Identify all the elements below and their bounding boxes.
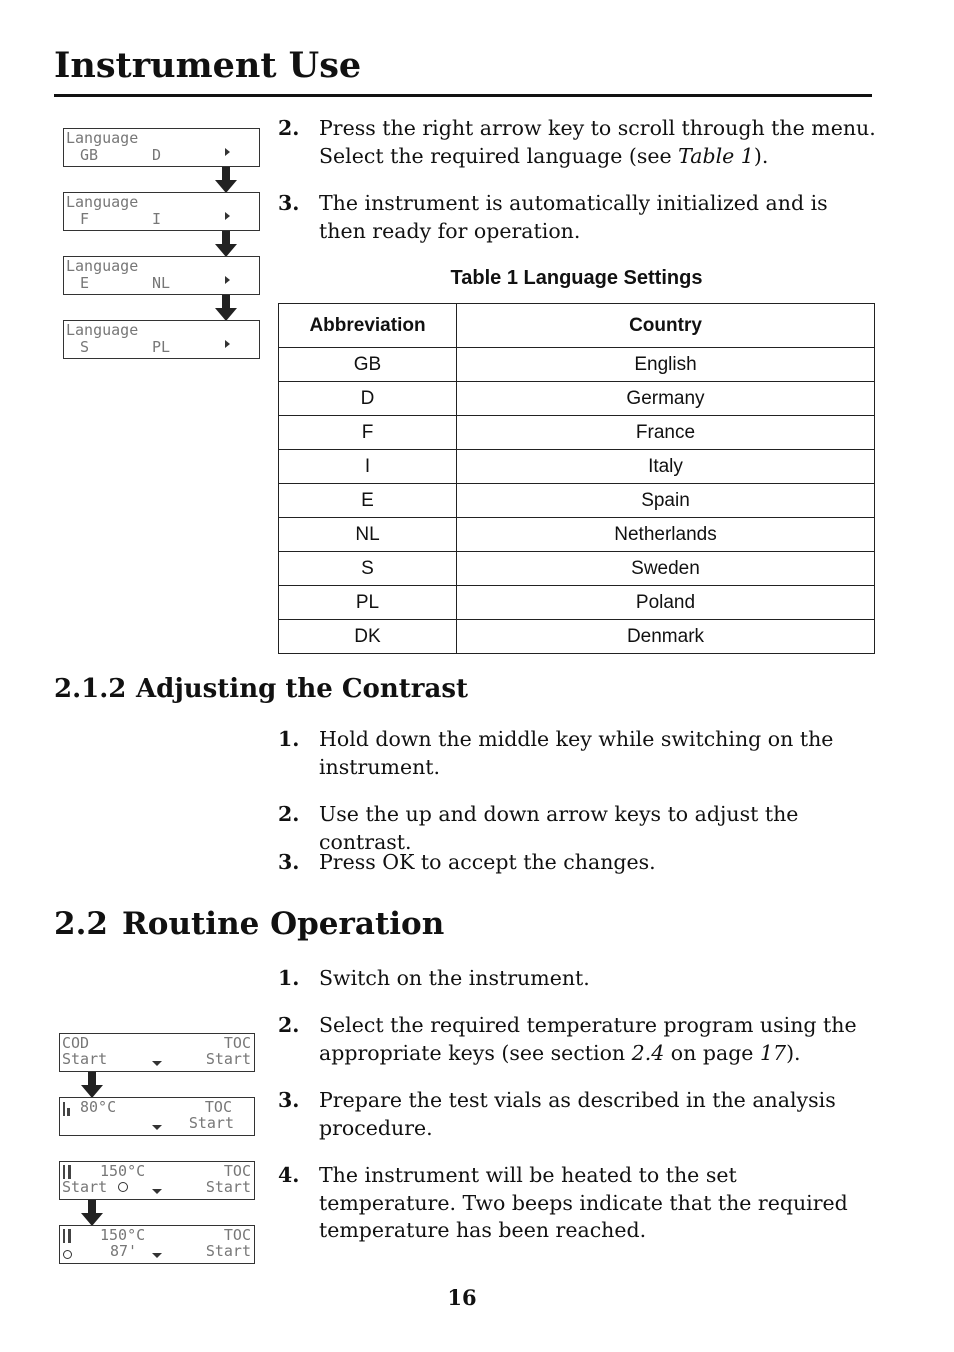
column-header: Country (457, 304, 875, 348)
section-number: 2.1.2 (54, 674, 127, 704)
step-text: Hold down the middle key while switching on the instrument. (319, 727, 834, 779)
table-cell: Italy (457, 450, 875, 484)
lcd-bottom-right: Start (205, 1242, 251, 1260)
table-row (279, 586, 875, 620)
lcd-display (63, 256, 260, 295)
table-cell: NL (279, 518, 457, 552)
step-text: Prepare the test vials as described in the analysis procedure. (319, 1088, 836, 1140)
list-item (278, 849, 878, 879)
table-cell: S (279, 552, 457, 586)
lcd-display (59, 1161, 255, 1200)
right-arrow-icon (225, 276, 230, 284)
lcd-display (63, 320, 260, 359)
table-caption: Table 1 Language Settings (450, 267, 703, 289)
step-text: Switch on the instrument. (319, 966, 590, 990)
lcd-top-right: TOC (204, 1098, 232, 1116)
lcd-line1: Language (66, 257, 139, 275)
section-reference: 2.4 (631, 1040, 665, 1065)
column-header: Abbreviation (279, 304, 457, 348)
lcd-line1: Language (66, 321, 139, 339)
lcd-bottom-right: Start (205, 1178, 251, 1196)
list-item (278, 1162, 878, 1246)
lcd-top-right: TOC (223, 1226, 251, 1244)
page-number: 16 (447, 1285, 477, 1310)
step-number: 3. (278, 191, 300, 215)
lcd-bottom-right: Start (188, 1114, 234, 1132)
lcd-bottom-left: Start (62, 1178, 108, 1196)
lcd-line1: Language (66, 193, 139, 211)
step-number: 3. (278, 1088, 300, 1112)
table-cell: Denmark (457, 620, 875, 654)
lcd-left-value: E (80, 274, 90, 292)
list-item (278, 1012, 878, 1068)
list-item (278, 115, 878, 171)
lcd-top-left: COD (62, 1034, 90, 1052)
lcd-display (59, 1033, 255, 1072)
table-row (279, 518, 875, 552)
lcd-top-left: 80°C (80, 1098, 117, 1116)
page-reference: 17 (759, 1040, 787, 1065)
step-number: 3. (278, 850, 300, 874)
table-row (279, 416, 875, 450)
title-rule (54, 94, 872, 97)
down-triangle-icon (152, 1253, 162, 1258)
down-arrow-icon (81, 1200, 103, 1226)
lcd-top-left: 150°C (100, 1162, 146, 1180)
list-item (278, 1087, 878, 1143)
table-row (279, 450, 875, 484)
clock-icon (63, 1250, 72, 1259)
down-arrow-icon (215, 295, 237, 321)
table-row (279, 620, 875, 654)
table-cell: France (457, 416, 875, 450)
lcd-line1: Language (66, 129, 139, 147)
right-arrow-icon (225, 148, 230, 156)
down-triangle-icon (152, 1125, 162, 1130)
down-arrow-icon (215, 231, 237, 257)
section-title: Adjusting the Contrast (136, 674, 468, 704)
chapter-title: Instrument Use (54, 45, 362, 86)
down-triangle-icon (152, 1189, 162, 1194)
table-cell: English (457, 348, 875, 382)
list-item (278, 190, 878, 246)
lcd-right-value: PL (152, 338, 171, 356)
lcd-display (59, 1225, 255, 1264)
table-reference: Table 1 (678, 143, 754, 168)
lcd-bottom-left: 87' (110, 1242, 138, 1260)
table-cell: Sweden (457, 552, 875, 586)
lcd-right-value: D (152, 146, 162, 164)
step-text: Press the right arrow key to scroll through the menu. Select the required language (see Table 1). (319, 116, 876, 168)
table-cell: Poland (457, 586, 875, 620)
lcd-left-value: S (80, 338, 90, 356)
clock-icon (118, 1182, 128, 1192)
lcd-right-value: I (152, 210, 162, 228)
down-arrow-icon (81, 1072, 103, 1098)
section-number: 2.2 (54, 906, 108, 942)
step-text: Select the required temperature program using the appropriate keys (see section 2.4 on page 17). (319, 1013, 857, 1065)
section-title: Routine Operation (122, 906, 445, 942)
step-number: 2. (278, 116, 300, 140)
table-cell: Spain (457, 484, 875, 518)
list-item (278, 801, 878, 854)
table-row (279, 348, 875, 382)
table-row (279, 484, 875, 518)
table-cell: PL (279, 586, 457, 620)
step-text: Press OK to accept the changes. (319, 850, 656, 874)
right-arrow-icon (225, 340, 230, 348)
step-number: 1. (278, 966, 300, 990)
lcd-left-value: F (80, 210, 90, 228)
lcd-top-right: TOC (223, 1034, 251, 1052)
lcd-display (59, 1097, 255, 1136)
list-item (278, 726, 878, 782)
heater-icon (63, 1102, 73, 1116)
table-cell: Netherlands (457, 518, 875, 552)
table-cell: F (279, 416, 457, 450)
down-triangle-icon (152, 1061, 162, 1066)
lcd-display (63, 128, 260, 167)
lcd-right-value: NL (152, 274, 171, 292)
table-row (279, 552, 875, 586)
list-item (278, 965, 878, 995)
lcd-left-value: GB (80, 146, 99, 164)
table-cell: Germany (457, 382, 875, 416)
step-text: The instrument will be heated to the set temperature. Two beeps indicate that the required temperature has been reached. (319, 1163, 848, 1242)
table-row (279, 382, 875, 416)
lcd-bottom-left: Start (62, 1050, 108, 1068)
table-cell: GB (279, 348, 457, 382)
heater-icon (63, 1229, 73, 1243)
table-cell: DK (279, 620, 457, 654)
step-number: 2. (278, 1013, 300, 1037)
table-header-row (279, 304, 875, 348)
lcd-display (63, 192, 260, 231)
lcd-top-left: 150°C (100, 1226, 146, 1244)
table-cell: D (279, 382, 457, 416)
heater-icon (63, 1165, 73, 1179)
table-cell: E (279, 484, 457, 518)
language-table (278, 303, 875, 654)
step-text: Use the up and down arrow keys to adjust the contrast. (319, 802, 799, 854)
lcd-bottom-right: Start (205, 1050, 251, 1068)
step-number: 4. (278, 1163, 300, 1187)
step-text: The instrument is automatically initialized and is then ready for operation. (319, 191, 828, 243)
down-arrow-icon (215, 167, 237, 193)
step-number: 2. (278, 802, 300, 826)
right-arrow-icon (225, 212, 230, 220)
table-cell: I (279, 450, 457, 484)
lcd-top-right: TOC (223, 1162, 251, 1180)
step-number: 1. (278, 727, 300, 751)
